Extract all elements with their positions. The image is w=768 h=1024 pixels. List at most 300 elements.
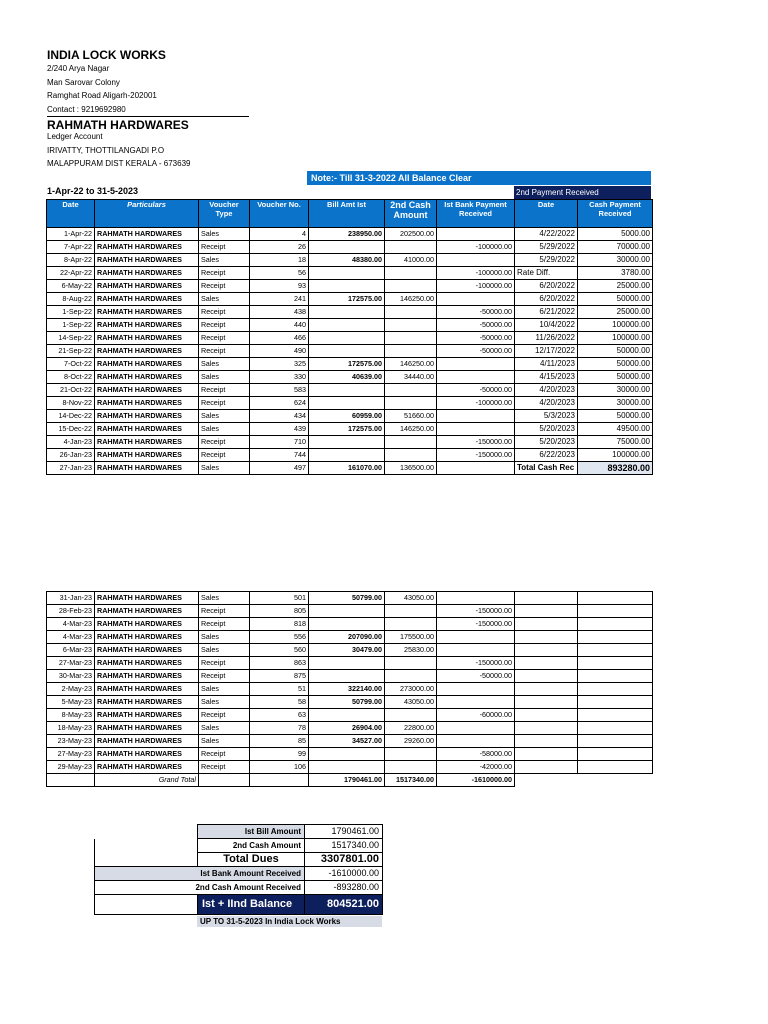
cell-particulars: RAHMATH HARDWARES <box>95 436 199 449</box>
cell-bank-payment: -100000.00 <box>437 267 515 280</box>
cell-bill-amt: 30479.00 <box>309 644 385 657</box>
cell-empty <box>515 631 578 644</box>
cell-particulars: RAHMATH HARDWARES <box>95 696 199 709</box>
cell-bank-payment <box>437 592 515 605</box>
cell-particulars: RAHMATH HARDWARES <box>95 709 199 722</box>
cell-cash-amount: 202500.00 <box>385 228 437 241</box>
table-row <box>47 293 653 306</box>
cell-bill-amt: 50799.00 <box>309 696 385 709</box>
table-row <box>47 436 653 449</box>
cell-empty <box>578 644 653 657</box>
cell-empty <box>515 592 578 605</box>
cell-voucher-type: Receipt <box>199 605 250 618</box>
client-address-line: IRIVATTY, THOTTILANGADI P.O <box>47 146 165 155</box>
cell-cash-amount <box>385 306 437 319</box>
table-row <box>47 462 653 475</box>
cell-date: 8-Oct-22 <box>47 371 95 384</box>
cell-cash-amount: 34440.00 <box>385 371 437 384</box>
cell-cash-amount <box>385 709 437 722</box>
cell-payment-date: 11/26/2022 <box>515 332 578 345</box>
summary-label: 2nd Cash Amount <box>198 839 305 853</box>
cell-particulars: RAHMATH HARDWARES <box>95 254 199 267</box>
cell-voucher-no: 875 <box>250 670 309 683</box>
table-row <box>47 748 653 761</box>
cell-particulars: RAHMATH HARDWARES <box>95 306 199 319</box>
cell-particulars: RAHMATH HARDWARES <box>95 267 199 280</box>
cell-particulars: RAHMATH HARDWARES <box>95 670 199 683</box>
cell-date: 27-May-23 <box>47 748 95 761</box>
cell-bill-amt: 161070.00 <box>309 462 385 475</box>
cell-voucher-no: 490 <box>250 345 309 358</box>
cell-empty <box>578 696 653 709</box>
cell-voucher-no: 56 <box>250 267 309 280</box>
cell-voucher-no: 744 <box>250 449 309 462</box>
cell-payment-date: 5/29/2022 <box>515 254 578 267</box>
cell-bank-payment <box>437 462 515 475</box>
cell-voucher-no: 440 <box>250 319 309 332</box>
cell-voucher-type: Receipt <box>199 449 250 462</box>
cell-particulars: RAHMATH HARDWARES <box>95 592 199 605</box>
company-address-line: Man Sarovar Colony <box>47 78 120 87</box>
cell-date: 1-Apr-22 <box>47 228 95 241</box>
cell-cash-amount: 43050.00 <box>385 696 437 709</box>
cell-bank-payment: -50000.00 <box>437 670 515 683</box>
cell-cash-amount <box>385 319 437 332</box>
cell-voucher-no: 439 <box>250 423 309 436</box>
cell-payment-date: 6/20/2022 <box>515 280 578 293</box>
header-cash-amount: 2nd Cash Amount <box>385 200 437 228</box>
cell-cash-amount <box>385 267 437 280</box>
cell-bill-amt: 207090.00 <box>309 631 385 644</box>
cell-empty <box>250 774 309 787</box>
cell-cash-amount <box>385 761 437 774</box>
cell-empty <box>515 618 578 631</box>
cell-empty <box>515 605 578 618</box>
cell-cash-payment: 100000.00 <box>578 332 653 345</box>
cell-cash-amount: 51660.00 <box>385 410 437 423</box>
cell-particulars: RAHMATH HARDWARES <box>95 462 199 475</box>
cell-voucher-no: 434 <box>250 410 309 423</box>
cell-payment-date: 6/22/2023 <box>515 449 578 462</box>
cell-voucher-no: 325 <box>250 358 309 371</box>
cell-voucher-type: Receipt <box>199 280 250 293</box>
cell-voucher-no: 18 <box>250 254 309 267</box>
cell-empty <box>578 657 653 670</box>
cell-payment-date: 12/17/2022 <box>515 345 578 358</box>
table-row <box>47 696 653 709</box>
table-row <box>47 228 653 241</box>
cell-particulars: RAHMATH HARDWARES <box>95 748 199 761</box>
cell-empty <box>47 774 95 787</box>
cell-bank-payment: -50000.00 <box>437 384 515 397</box>
cell-cash-payment: 50000.00 <box>578 358 653 371</box>
grand-total-bank: -1610000.00 <box>437 774 515 787</box>
cell-voucher-no: 863 <box>250 657 309 670</box>
cell-date: 29-May-23 <box>47 761 95 774</box>
cell-particulars: RAHMATH HARDWARES <box>95 618 199 631</box>
client-address-line: MALAPPURAM DIST KERALA - 673639 <box>47 159 191 168</box>
cell-payment-date: 5/20/2023 <box>515 436 578 449</box>
cell-voucher-no: 556 <box>250 631 309 644</box>
cell-cash-payment: 893280.00 <box>578 462 653 475</box>
cell-empty <box>515 670 578 683</box>
cell-bank-payment: -100000.00 <box>437 397 515 410</box>
cell-bill-amt: 172575.00 <box>309 293 385 306</box>
table-row <box>47 631 653 644</box>
cell-particulars: RAHMATH HARDWARES <box>95 397 199 410</box>
cell-voucher-no: 818 <box>250 618 309 631</box>
period-label: 1-Apr-22 to 31-5-2023 <box>47 186 139 196</box>
cell-cash-amount: 43050.00 <box>385 592 437 605</box>
cell-bank-payment: -50000.00 <box>437 345 515 358</box>
cell-date: 7-Apr-22 <box>47 241 95 254</box>
cell-bill-amt: 238950.00 <box>309 228 385 241</box>
table-row <box>47 332 653 345</box>
cell-cash-amount <box>385 384 437 397</box>
cell-voucher-type: Sales <box>199 228 250 241</box>
header-divider <box>47 116 249 117</box>
cell-bank-payment <box>437 293 515 306</box>
cell-cash-payment: 30000.00 <box>578 254 653 267</box>
table-row <box>47 592 653 605</box>
cell-date: 26-Jan-23 <box>47 449 95 462</box>
cell-bill-amt: 40639.00 <box>309 371 385 384</box>
cell-date: 4-Mar-23 <box>47 631 95 644</box>
company-name: INDIA LOCK WORKS <box>47 48 166 62</box>
summary-label: Ist Bill Amount <box>198 825 305 839</box>
cell-voucher-type: Receipt <box>199 761 250 774</box>
summary-value: -893280.00 <box>305 881 383 895</box>
table-row <box>47 384 653 397</box>
cell-voucher-no: 710 <box>250 436 309 449</box>
cell-empty <box>578 605 653 618</box>
cell-date: 4-Jan-23 <box>47 436 95 449</box>
cell-particulars: RAHMATH HARDWARES <box>95 241 199 254</box>
cell-voucher-no: 438 <box>250 306 309 319</box>
cell-payment-date: 4/20/2023 <box>515 397 578 410</box>
cell-voucher-type: Sales <box>199 410 250 423</box>
cell-cash-payment: 100000.00 <box>578 449 653 462</box>
cell-date: 8-Aug-22 <box>47 293 95 306</box>
cell-voucher-type: Receipt <box>199 384 250 397</box>
cell-empty <box>578 618 653 631</box>
cell-particulars: RAHMATH HARDWARES <box>95 319 199 332</box>
cell-bill-amt <box>309 605 385 618</box>
cell-particulars: RAHMATH HARDWARES <box>95 371 199 384</box>
cell-date: 6-Mar-23 <box>47 644 95 657</box>
cell-bill-amt <box>309 397 385 410</box>
cell-bank-payment <box>437 228 515 241</box>
table-row <box>47 241 653 254</box>
cell-cash-payment: 30000.00 <box>578 384 653 397</box>
cell-cash-amount <box>385 436 437 449</box>
cell-empty <box>515 722 578 735</box>
table-row <box>47 306 653 319</box>
cell-voucher-type: Sales <box>199 371 250 384</box>
company-contact: Contact : 9219692980 <box>47 105 126 114</box>
cell-voucher-no: 497 <box>250 462 309 475</box>
cell-voucher-type: Sales <box>199 423 250 436</box>
cell-voucher-type: Sales <box>199 644 250 657</box>
cell-voucher-type: Receipt <box>199 670 250 683</box>
cell-voucher-no: 93 <box>250 280 309 293</box>
cell-particulars: RAHMATH HARDWARES <box>95 735 199 748</box>
cell-payment-date: 4/11/2023 <box>515 358 578 371</box>
cell-voucher-no: 583 <box>250 384 309 397</box>
cell-cash-payment: 50000.00 <box>578 371 653 384</box>
cell-payment-date: Total Cash Rec <box>515 462 578 475</box>
cell-empty <box>578 709 653 722</box>
summary-label: Ist Bank Amount Received <box>95 867 305 881</box>
cell-particulars: RAHMATH HARDWARES <box>95 449 199 462</box>
cell-empty <box>515 696 578 709</box>
cell-voucher-no: 241 <box>250 293 309 306</box>
cell-date: 5-May-23 <box>47 696 95 709</box>
cell-empty <box>578 774 653 787</box>
cell-empty <box>578 722 653 735</box>
ledger-account-label: Ledger Account <box>47 132 103 141</box>
cell-bank-payment <box>437 423 515 436</box>
cell-voucher-type: Receipt <box>199 332 250 345</box>
cell-cash-amount <box>385 748 437 761</box>
cell-empty <box>578 735 653 748</box>
cell-voucher-type: Sales <box>199 293 250 306</box>
cell-bill-amt <box>309 436 385 449</box>
cell-date: 27-Jan-23 <box>47 462 95 475</box>
cell-voucher-type: Receipt <box>199 241 250 254</box>
cell-bank-payment <box>437 410 515 423</box>
cell-bank-payment <box>437 358 515 371</box>
cell-cash-amount: 25830.00 <box>385 644 437 657</box>
table-row <box>47 657 653 670</box>
header-voucher-type: Voucher Type <box>199 200 250 228</box>
cell-bill-amt <box>309 709 385 722</box>
cell-payment-date: 6/21/2022 <box>515 306 578 319</box>
summary-label: 2nd Cash Amount Received <box>95 881 305 895</box>
cell-bill-amt <box>309 657 385 670</box>
cell-voucher-type: Sales <box>199 631 250 644</box>
cell-date: 21-Sep-22 <box>47 345 95 358</box>
cell-cash-payment: 70000.00 <box>578 241 653 254</box>
cell-voucher-no: 805 <box>250 605 309 618</box>
cell-cash-amount <box>385 605 437 618</box>
table-row <box>47 761 653 774</box>
cell-date: 27-Mar-23 <box>47 657 95 670</box>
summary-value: -1610000.00 <box>305 867 383 881</box>
ledger-table <box>46 199 653 475</box>
header-date: Date <box>47 200 95 228</box>
cell-voucher-no: 78 <box>250 722 309 735</box>
table-row <box>47 605 653 618</box>
cell-particulars: RAHMATH HARDWARES <box>95 280 199 293</box>
grand-total-cash: 1517340.00 <box>385 774 437 787</box>
cell-date: 18-May-23 <box>47 722 95 735</box>
table-row <box>47 345 653 358</box>
summary-table <box>94 824 383 915</box>
cell-cash-payment: 50000.00 <box>578 345 653 358</box>
cell-date: 30-Mar-23 <box>47 670 95 683</box>
balance-label: Ist + IInd Balance <box>198 895 305 915</box>
header-particulars: Particulars <box>95 200 199 228</box>
cell-particulars: RAHMATH HARDWARES <box>95 761 199 774</box>
cell-empty <box>578 631 653 644</box>
cell-bill-amt: 172575.00 <box>309 423 385 436</box>
cell-date: 8-Nov-22 <box>47 397 95 410</box>
cell-cash-amount <box>385 618 437 631</box>
cell-payment-date: 4/15/2023 <box>515 371 578 384</box>
cell-cash-payment: 30000.00 <box>578 397 653 410</box>
grand-total-row <box>47 774 653 787</box>
cell-bank-payment: -150000.00 <box>437 618 515 631</box>
table-row <box>47 254 653 267</box>
cell-cash-payment: 49500.00 <box>578 423 653 436</box>
cell-bill-amt: 60959.00 <box>309 410 385 423</box>
cell-voucher-type: Sales <box>199 683 250 696</box>
table-row <box>47 670 653 683</box>
cell-bill-amt: 50799.00 <box>309 592 385 605</box>
cell-bank-payment <box>437 735 515 748</box>
cell-cash-payment: 25000.00 <box>578 306 653 319</box>
cell-bank-payment: -50000.00 <box>437 306 515 319</box>
cell-cash-payment: 100000.00 <box>578 319 653 332</box>
cell-cash-payment: 5000.00 <box>578 228 653 241</box>
table-row <box>47 449 653 462</box>
cell-bank-payment: -42000.00 <box>437 761 515 774</box>
cell-particulars: RAHMATH HARDWARES <box>95 423 199 436</box>
cell-voucher-type: Sales <box>199 462 250 475</box>
cell-date: 2-May-23 <box>47 683 95 696</box>
table-row <box>47 423 653 436</box>
cell-empty <box>578 748 653 761</box>
cell-cash-amount <box>385 332 437 345</box>
cell-cash-payment: 50000.00 <box>578 410 653 423</box>
cell-date: 14-Dec-22 <box>47 410 95 423</box>
cell-particulars: RAHMATH HARDWARES <box>95 410 199 423</box>
table-row <box>47 319 653 332</box>
cell-cash-amount <box>385 670 437 683</box>
cell-date: 8-May-23 <box>47 709 95 722</box>
client-name: RAHMATH HARDWARES <box>47 118 189 132</box>
cell-payment-date: 5/29/2022 <box>515 241 578 254</box>
cell-bill-amt <box>309 241 385 254</box>
cell-bill-amt <box>309 306 385 319</box>
cell-cash-payment: 25000.00 <box>578 280 653 293</box>
cell-bank-payment: -150000.00 <box>437 436 515 449</box>
cell-bank-payment: -150000.00 <box>437 657 515 670</box>
cell-cash-amount: 146250.00 <box>385 358 437 371</box>
cell-date: 28-Feb-23 <box>47 605 95 618</box>
second-payment-header: 2nd Payment Received <box>514 186 651 199</box>
cell-bank-payment <box>437 722 515 735</box>
cell-voucher-no: 501 <box>250 592 309 605</box>
total-dues-label: Total Dues <box>198 853 305 867</box>
cell-particulars: RAHMATH HARDWARES <box>95 657 199 670</box>
table-row <box>47 683 653 696</box>
summary-value: 1790461.00 <box>305 825 383 839</box>
cell-empty <box>515 644 578 657</box>
cell-empty <box>578 670 653 683</box>
cell-cash-amount <box>385 345 437 358</box>
cell-date: 23-May-23 <box>47 735 95 748</box>
cell-payment-date: 5/3/2023 <box>515 410 578 423</box>
cell-cash-amount <box>385 397 437 410</box>
cell-voucher-type: Receipt <box>199 397 250 410</box>
cell-cash-payment: 50000.00 <box>578 293 653 306</box>
cell-cash-amount: 41000.00 <box>385 254 437 267</box>
table-row <box>47 280 653 293</box>
cell-payment-date: Rate Diff. <box>515 267 578 280</box>
cell-particulars: RAHMATH HARDWARES <box>95 605 199 618</box>
cell-cash-amount <box>385 241 437 254</box>
cell-bank-payment <box>437 683 515 696</box>
cell-empty <box>515 735 578 748</box>
cell-bank-payment: -150000.00 <box>437 605 515 618</box>
company-address-line: Ramghat Road Aligarh-202001 <box>47 91 157 100</box>
cell-cash-payment: 3780.00 <box>578 267 653 280</box>
table-row <box>47 709 653 722</box>
cell-particulars: RAHMATH HARDWARES <box>95 228 199 241</box>
table-row <box>47 371 653 384</box>
cell-voucher-type: Receipt <box>199 436 250 449</box>
cell-bank-payment <box>437 371 515 384</box>
cell-voucher-type: Sales <box>199 735 250 748</box>
cell-date: 4-Mar-23 <box>47 618 95 631</box>
cell-voucher-no: 466 <box>250 332 309 345</box>
cell-particulars: RAHMATH HARDWARES <box>95 332 199 345</box>
cell-voucher-type: Receipt <box>199 709 250 722</box>
table-row <box>47 618 653 631</box>
cell-date: 1-Sep-22 <box>47 306 95 319</box>
cell-date: 21-Oct-22 <box>47 384 95 397</box>
balance-value: 804521.00 <box>305 895 383 915</box>
cell-cash-amount: 175500.00 <box>385 631 437 644</box>
cell-particulars: RAHMATH HARDWARES <box>95 358 199 371</box>
cell-voucher-no: 106 <box>250 761 309 774</box>
cell-empty <box>578 761 653 774</box>
cell-cash-amount: 22800.00 <box>385 722 437 735</box>
cell-bill-amt <box>309 761 385 774</box>
cell-particulars: RAHMATH HARDWARES <box>95 722 199 735</box>
cell-bill-amt <box>309 670 385 683</box>
cell-empty <box>515 683 578 696</box>
cell-bill-amt: 322140.00 <box>309 683 385 696</box>
cell-bill-amt: 34527.00 <box>309 735 385 748</box>
cell-bill-amt <box>309 332 385 345</box>
cell-bank-payment: -100000.00 <box>437 280 515 293</box>
table-row <box>47 397 653 410</box>
cell-voucher-type: Sales <box>199 254 250 267</box>
cell-voucher-type: Sales <box>199 696 250 709</box>
company-address-line: 2/240 Arya Nagar <box>47 64 110 73</box>
cell-voucher-type: Receipt <box>199 345 250 358</box>
cell-date: 31-Jan-23 <box>47 592 95 605</box>
table-row <box>47 358 653 371</box>
cell-voucher-type: Sales <box>199 592 250 605</box>
cell-bank-payment: -100000.00 <box>437 241 515 254</box>
cell-date: 6-May-22 <box>47 280 95 293</box>
header-cash-payment: Cash Payment Received <box>578 200 653 228</box>
cell-payment-date: 4/20/2023 <box>515 384 578 397</box>
cell-empty <box>199 774 250 787</box>
cell-voucher-no: 4 <box>250 228 309 241</box>
cell-bank-payment <box>437 644 515 657</box>
cell-date: 22-Apr-22 <box>47 267 95 280</box>
cell-empty <box>515 709 578 722</box>
cell-date: 8-Apr-22 <box>47 254 95 267</box>
cell-particulars: RAHMATH HARDWARES <box>95 384 199 397</box>
table-row <box>47 735 653 748</box>
cell-date: 7-Oct-22 <box>47 358 95 371</box>
